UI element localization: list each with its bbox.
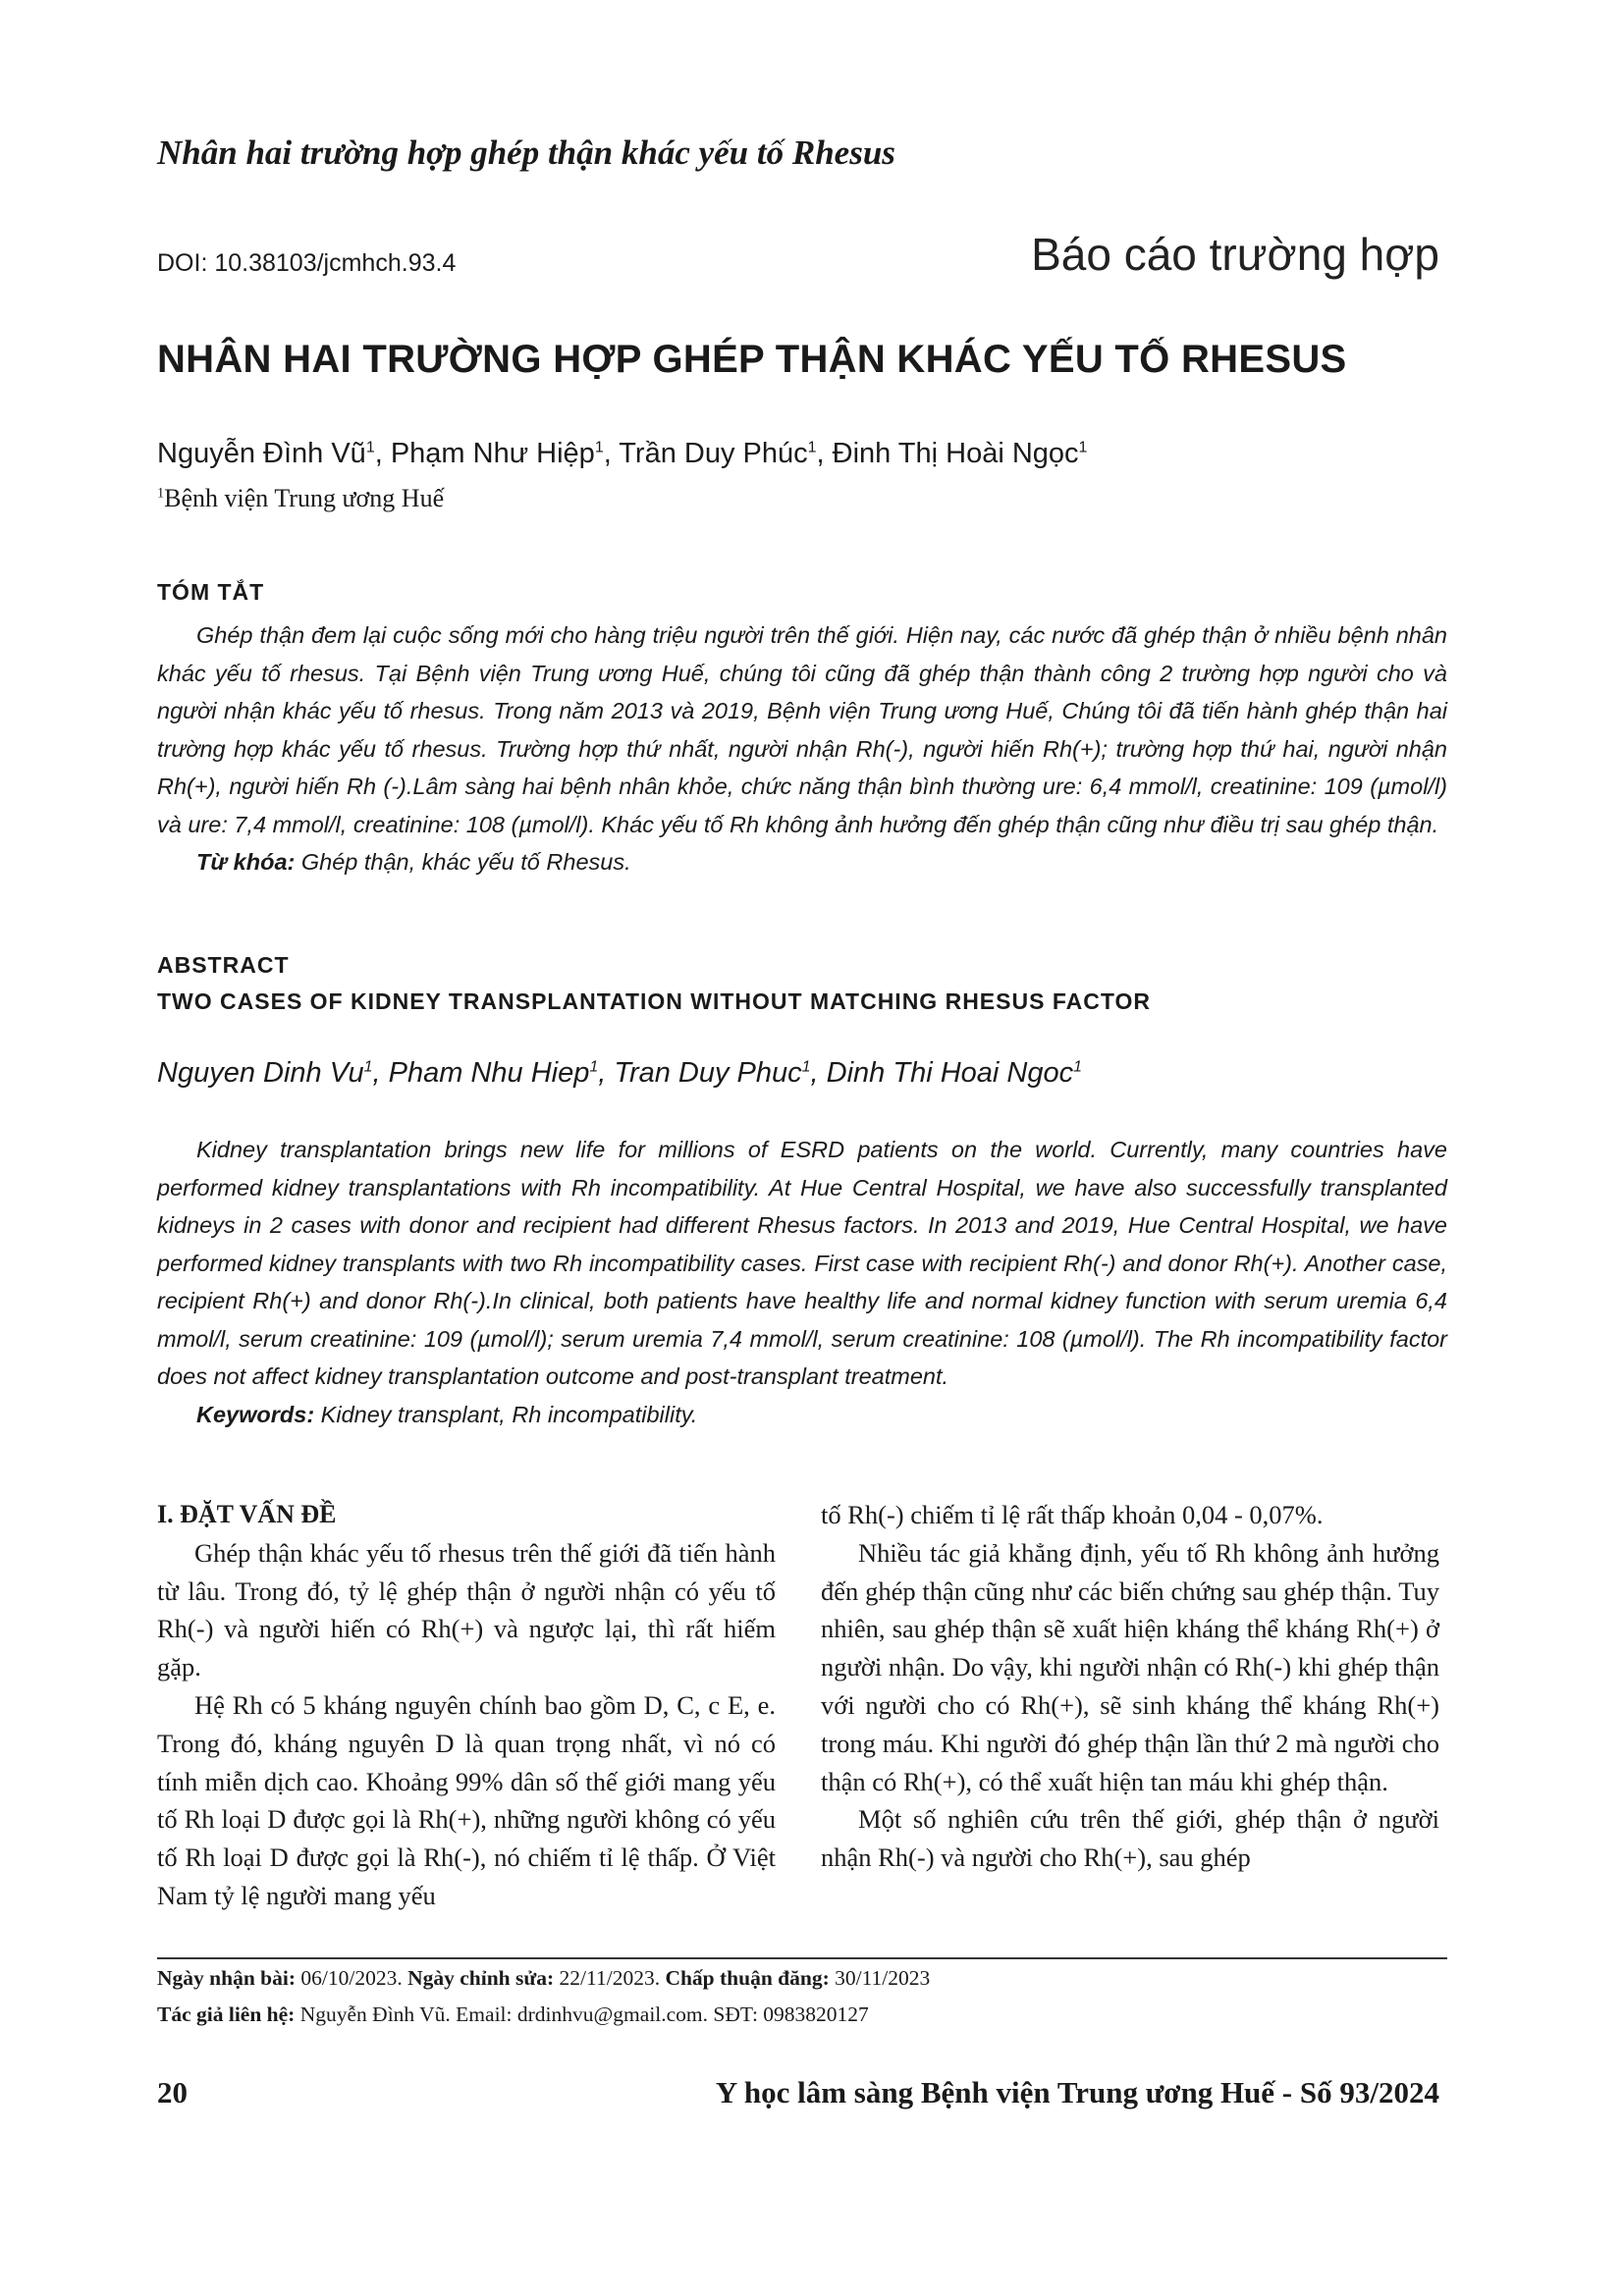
article-type: Báo cáo trường hợp [1031,229,1439,280]
abstract-body [157,1131,1447,1433]
author-affil-sup: 1 [1078,439,1088,456]
paragraph: Hệ Rh có 5 kháng nguyên chính bao gồm D, C, c E, e. Trong đó, kháng nguyên D là quan trọng nhất, vì nó có tính miễn dịch cao. Khoảng 99% dân số thế giới mang yếu tố Rh loại D được gọi là Rh(+), những người không có yếu tố Rh loại D được gọi là Rh(-), nó chiếm tỉ lệ thấp. Ở Việt Nam tỷ lệ người mang yếu [157,1689,776,1910]
author-affil-sup: 1 [365,439,375,456]
section-heading: I. ĐẶT VẤN ĐỀ [157,1500,337,1528]
paragraph: Một số nghiên cứu trên thế giới, ghép thận ở người nhận Rh(-) và người cho Rh(+), sau ghép [821,1804,1439,1873]
author-name: Nguyễn Đình Vũ [157,438,366,469]
author-name: Trần Duy Phúc [619,438,808,469]
paragraph: Ghép thận khác yếu tố rhesus trên thế giới đã tiến hành từ lâu. Trong đó, tỷ lệ ghép thận ở người nhận có yếu tố Rh(-) và người hiến có Rh(+) và ngược lại, thì rất hiếm gặp. [157,1537,776,1682]
dates-line: Ngày nhận bài: 06/10/2023. Ngày chỉnh sửa: 22/11/2023. Chấp thuận đăng: 30/11/2023 [157,1966,931,1990]
abstract-heading: ABSTRACT [157,952,290,978]
affiliation: $^1$Bệnh viện Trung ương Huế [157,484,445,512]
contact-line: Tác giả liên hệ: Nguyễn Đình Vũ. Email: drdinhvu@gmail.com. SĐT: 0983820127 [157,2002,869,2026]
page-number: 20 [157,2075,188,2109]
body-column-left [157,1496,776,1915]
author-affil-sup: 1 [594,439,604,456]
authors-en: Nguyen Dinh Vu$^1$, Pham Nhu Hiep$^1$, Tran Duy Phuc$^1$, Dinh Thi Hoai Ngoc$^1$ [157,1057,1082,1089]
summary-text: Ghép thận đem lại cuộc sống mới cho hàng triệu người trên thế giới. Hiện nay, các nước đã ghép thận ở nhiều bệnh nhân khác yếu tố rhesus. Tại Bệnh viện Trung ương Huế, chúng tôi cũng đã ghép thận thành công 2 trường hợp người cho và người nhận khác yếu tố rhesus. Trong năm 2013 và 2019, Bệnh viện Trung ương Huế, Chúng tôi đã tiến hành ghép thận hai trường hợp khác yếu tố rhesus. Trường hợp thứ nhất, người nhận Rh(-), người hiến Rh(+); trường hợp thứ hai, người nhận Rh(+), người hiến Rh (-).Lâm sàng hai bệnh nhân khỏe, chức năng thận bình thường ure: 6,4 mmol/l, creatinine: 109 (µmol/l) và ure: 7,4 mmol/l, creatinine: 108 (µmol/l). Khác yếu tố Rh không ảnh hưởng đến ghép thận cũng như điều trị sau ghép thận. [157,622,1447,837]
body-column-right [821,1496,1439,1877]
author-name: Dinh Thi Hoai Ngoc [826,1057,1074,1089]
abstract-title: TWO CASES OF KIDNEY TRANSPLANTATION WITHOUT MATCHING RHESUS FACTOR [157,988,1151,1014]
author-affil-sup: 1 [589,1058,599,1076]
author-name: Tran Duy Phuc [614,1057,802,1089]
paragraph: Nhiều tác giả khẳng định, yếu tố Rh không ảnh hưởng đến ghép thận cũng như các biến chứng sau ghép thận. Tuy nhiên, sau ghép thận sẽ xuất hiện kháng thể kháng Rh(+) ở người nhận. Do vậy, khi người nhận có Rh(-) khi ghép thận với người cho có Rh(+), sẽ sinh kháng thể kháng Rh(+) trong máu. Khi người đó ghép thận lần thứ 2 mà người cho thận có Rh(+), có thể xuất hiện tan máu khi ghép thận. [821,1537,1439,1796]
author-affil-sup: 1 [801,1058,811,1076]
author-name: Đinh Thị Hoài Ngọc [832,438,1079,469]
authors-vn: Nguyễn Đình $Vũ^1$, Phạm Như Hiệp$^1$, Trần Duy Phúc$^1$, Đinh Thị Hoài Ngọc$^1$ [157,438,1088,469]
summary-keywords: Từ khóa: Ghép thận, khác yếu tố Rhesus. [196,849,631,875]
doi: DOI: 10.38103/jcmhch.93.4 [157,249,457,277]
abstract-keywords: Keywords: Kidney transplant, Rh incompatibility. [196,1401,698,1427]
author-name: Pham Nhu Hiep [388,1057,590,1089]
author-name: Phạm Như Hiệp [390,438,595,469]
summary-body [157,616,1447,881]
abstract-text: Kidney transplantation brings new life for millions of ESRD patients on the world. Currently, many countries have performed kidney transplantations with Rh incompatibility. At Hue Central Hospital, we have also successfully transplanted kidneys in 2 cases with donor and recipient had different Rhesus factors. In 2013 and 2019, Hue Central Hospital, we have performed kidney transplants with two Rh incompatibility cases. First case with recipient Rh(-) and donor Rh(+). Another case, recipient Rh(+) and donor Rh(-).In clinical, both patients have healthy life and normal kidney function with serum uremia 6,4 mmol/l, serum creatinine: 109 (µmol/l); serum uremia 7,4 mmol/l, serum creatinine: 108 (µmol/l). The Rh incompatibility factor does not affect kidney transplantation outcome and post-transplant treatment. [157,1137,1447,1389]
author-affil-sup: 1 [363,1058,373,1076]
article-title: NHÂN HAI TRƯỜNG HỢP GHÉP THẬN KHÁC YẾU TỐ RHESUS [157,338,1347,381]
footer-divider [157,1957,1447,1959]
author-affil-sup: 1 [807,439,817,456]
author-affil-sup: 1 [1073,1058,1082,1076]
summary-heading: TÓM TẮT [157,579,265,605]
paragraph-continuation: tố Rh(-) chiếm tỉ lệ rất thấp khoản 0,04 - 0,07%. [821,1500,1324,1529]
author-name: Nguyen Dinh Vu [157,1057,364,1089]
running-header: Nhân hai trường hợp ghép thận khác yếu tố Rhesus [157,133,895,172]
journal-name: Y học lâm sàng Bệnh viện Trung ương Huế - Số 93/2024 [715,2075,1439,2109]
